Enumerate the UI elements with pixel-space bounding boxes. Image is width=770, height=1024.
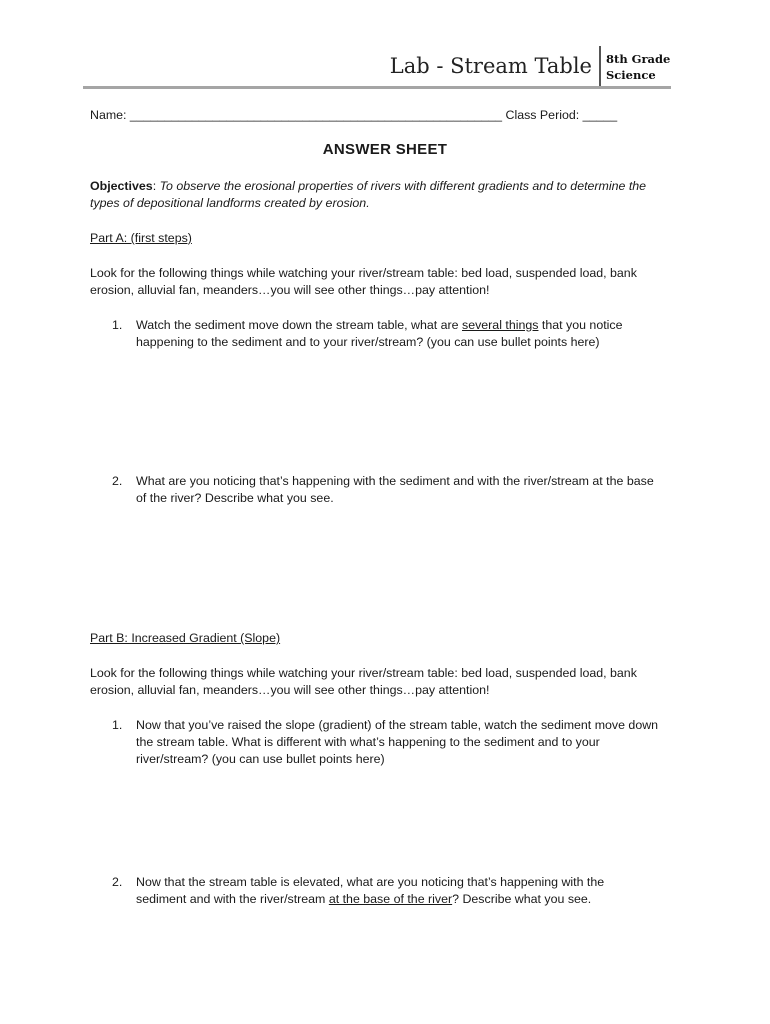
part-b-q2-underlined: at the base of the river (328, 892, 453, 906)
grade-label: 8th Grade (606, 52, 671, 66)
part-b-q2-line-2 (136, 891, 591, 909)
part-a-q2-line-1: What are you noticing that’s happening with the sediment and with the river/stream at the base (136, 474, 654, 488)
part-b-q1-number: 1. (112, 718, 123, 732)
part-b-q2-text-pre: sediment and with the river/stream (136, 892, 329, 906)
part-a-q1-underlined: several things (462, 318, 539, 332)
part-a-heading: Part A: (first steps) (90, 231, 192, 245)
part-a-q2-number: 2. (112, 474, 123, 488)
part-b-q2-line-1: Now that the stream table is elevated, what are you noticing that’s happening with the (136, 875, 605, 889)
answer-sheet-title: ANSWER SHEET (322, 141, 448, 158)
part-a-q1-line-2: happening to the sediment and to your river/stream? (you can use bullet points here) (136, 335, 600, 349)
part-a-q1-text-pre: Watch the sediment move down the stream table, what are (136, 318, 462, 332)
part-b-intro-line-2: erosion, alluvial fan, meanders…you will see other things…pay attention! (90, 683, 490, 697)
objectives-text-1: To observe the erosional properties of rivers with different gradients and to determine the (159, 179, 647, 193)
part-b-q1-line-1: Now that you’ve raised the slope (gradient) of the stream table, watch the sediment move down (136, 718, 659, 732)
part-b-q2-text-post: ? Describe what you see. (452, 892, 592, 906)
header-rule (83, 86, 671, 89)
part-b-q1-line-2: the stream table. What is different with what’s happening to the sediment and to your (136, 735, 600, 749)
part-a-intro-line-2: erosion, alluvial fan, meanders…you will see other things…pay attention! (90, 283, 490, 297)
part-b-intro-line-1: Look for the following things while watching your river/stream table: bed load, suspended load, bank (90, 666, 637, 680)
name-class-period-line: Name: ______________________________________________________ Class Period: _____ (90, 108, 618, 122)
objectives-line-2: types of depositional landforms created by erosion. (90, 196, 370, 210)
header-divider (599, 46, 601, 88)
part-a-q2-line-2: of the river? Describe what you see. (136, 491, 334, 505)
part-a-intro-line-1: Look for the following things while watching your river/stream table: bed load, suspended load, bank (90, 266, 637, 280)
grade-subject-label (606, 51, 670, 83)
part-a-q1-number: 1. (112, 318, 123, 332)
objectives-line-1 (90, 178, 646, 196)
subject-label: Science (606, 68, 656, 82)
objectives-label: Objectives (90, 179, 153, 193)
lab-title: Lab - Stream Table (389, 54, 592, 78)
part-b-q2-number: 2. (112, 875, 123, 889)
part-b-q1-line-3: river/stream? (you can use bullet points here) (136, 752, 385, 766)
objectives-separator: : (152, 179, 160, 193)
part-a-q1-text-post: that you notice (538, 318, 623, 332)
part-b-heading: Part B: Increased Gradient (Slope) (90, 631, 281, 645)
part-a-q1-line-1 (136, 317, 623, 335)
